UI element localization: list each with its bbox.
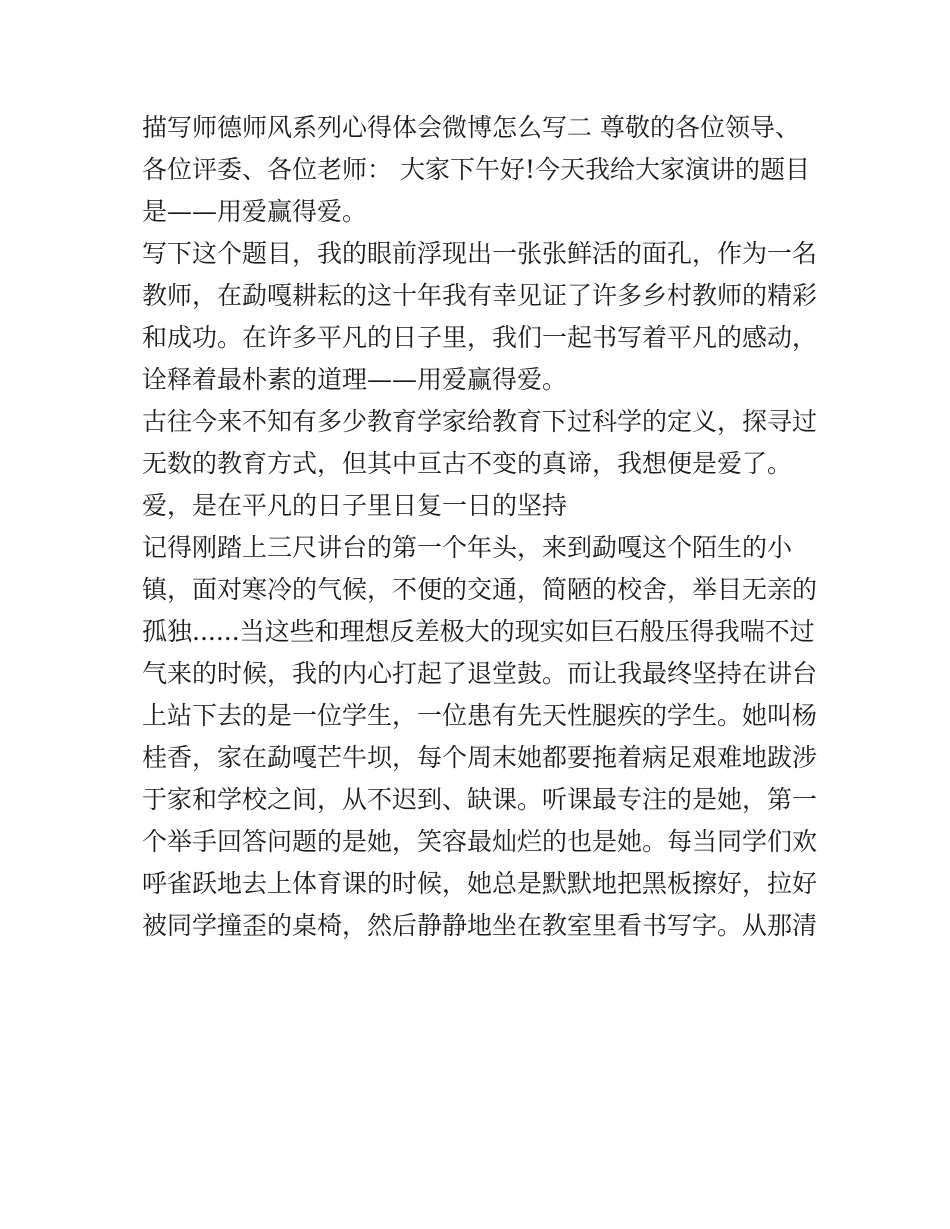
text-line: 描写师德师风系列心得体会微博怎么写二 尊敬的各位领导、 [142,113,800,142]
text-line: 孤独......当这些和理想反差极大的现实如巨石般压得我喘不过 [142,617,815,646]
text-line: 气来的时候，我的内心打起了退堂鼓。而让我最终坚持在讲台 [142,659,818,688]
text-line: 于家和学校之间，从不迟到、缺课。听课最专注的是她，第一 [142,785,818,814]
text-line: 个举手回答问题的是她，笑容最灿烂的也是她。每当同学们欢 [142,827,818,856]
text-line: 古往今来不知有多少教育学家给教育下过科学的定义，探寻过 [142,407,818,436]
text-line: 和成功。在许多平凡的日子里，我们一起书写着平凡的感动， [142,323,818,352]
text-line: 记得刚踏上三尺讲台的第一个年头，来到勐嘎这个陌生的小 [142,533,793,562]
text-line: 桂香，家在勐嘎芒牛坝，每个周末她都要拖着病足艰难地跋涉 [142,743,818,772]
text-line: 呼雀跃地去上体育课的时候，她总是默默地把黑板擦好，拉好 [142,869,818,898]
body-text [142,107,822,947]
text-line: 被同学撞歪的桌椅，然后静静地坐在教室里看书写字。从那清 [142,911,818,940]
text-line: 诠释着最朴素的道理——用爱赢得爱。 [142,365,568,394]
text-line: 教师，在勐嘎耕耘的这十年我有幸见证了许多乡村教师的精彩 [142,281,818,310]
text-line: 各位评委、各位老师： 大家下午好!今天我给大家演讲的题目 [142,155,810,184]
text-line: 无数的教育方式，但其中亘古不变的真谛，我想便是爱了。 [142,449,793,478]
text-line: 写下这个题目，我的眼前浮现出一张张鲜活的面孔，作为一名 [142,239,818,268]
text-line: 爱，是在平凡的日子里日复一日的坚持 [142,491,568,520]
text-line: 是——用爱赢得爱。 [142,197,368,226]
text-line: 镇，面对寒冷的气候，不便的交通，简陋的校舍，举目无亲的 [142,575,818,604]
text-line: 上站下去的是一位学生，一位患有先天性腿疾的学生。她叫杨 [142,701,818,730]
